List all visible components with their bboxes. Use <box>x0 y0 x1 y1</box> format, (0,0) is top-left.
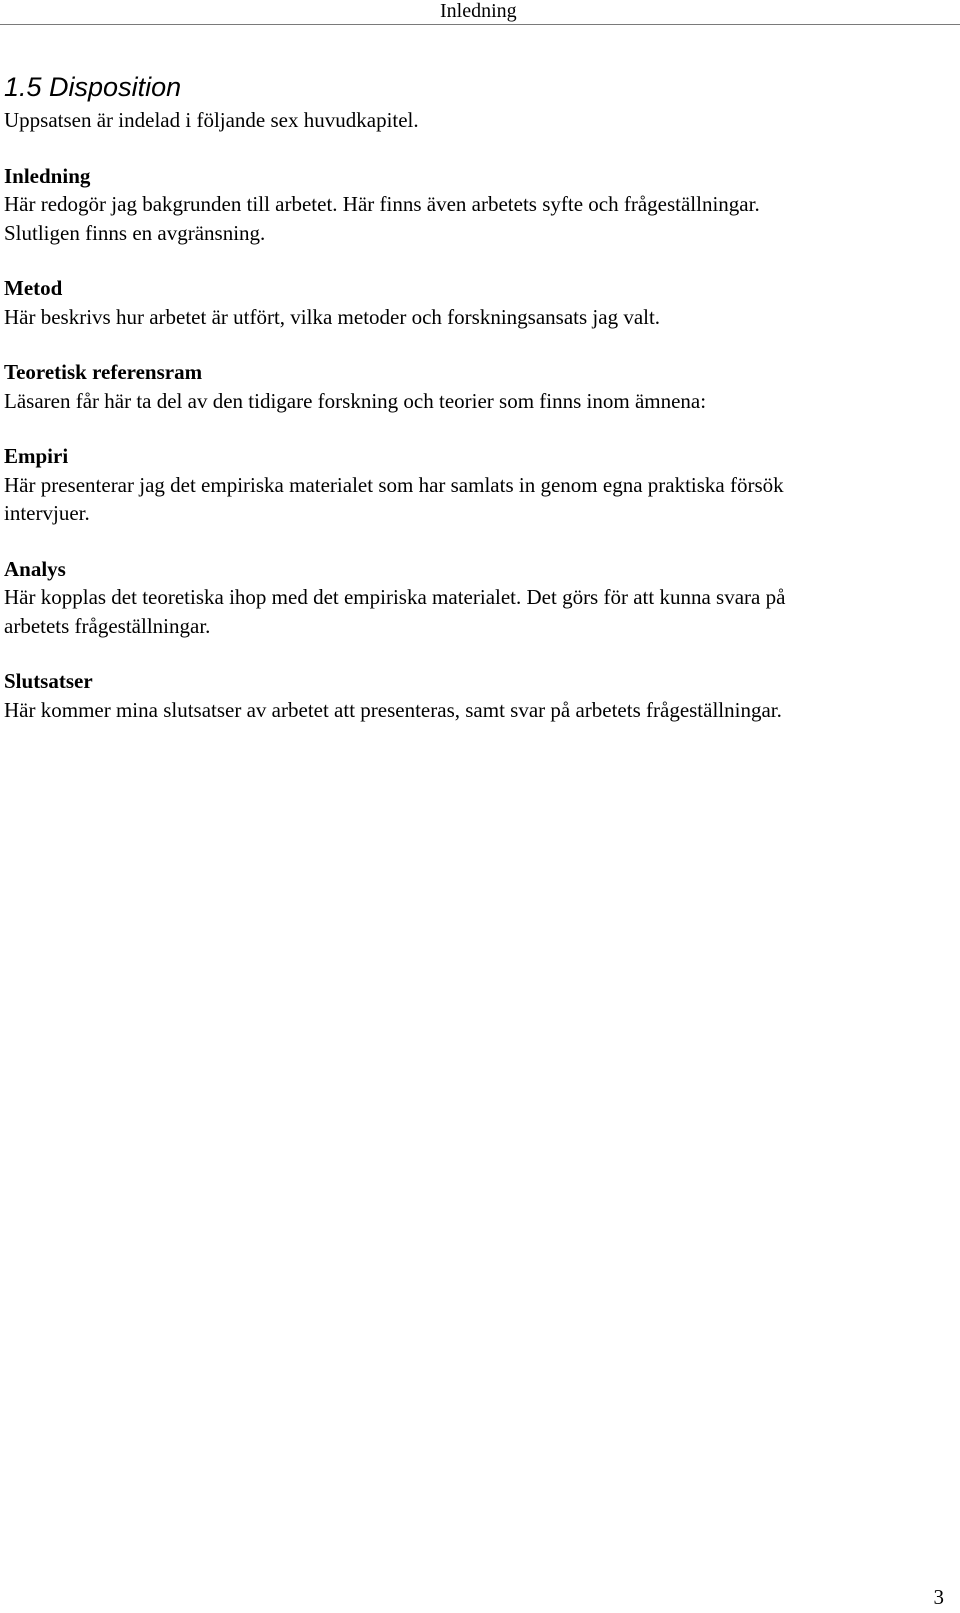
section-title: 1.5 Disposition <box>4 72 182 102</box>
subsection-text-line: Här beskrivs hur arbetet är utfört, vilka metoder och forskningsansats jag valt. <box>4 304 661 329</box>
subsection-text-line: Läsaren får här ta del av den tidigare forskning och teorier som finns inom ämnena: <box>4 388 707 413</box>
running-header-title: Inledning <box>440 0 517 22</box>
subsection-metod <box>4 274 956 331</box>
section-intro: Uppsatsen är indelad i följande sex huvudkapitel. <box>4 108 419 132</box>
subsection-teoretisk-referensram <box>4 358 956 415</box>
subsection-text-line: arbetets frågeställningar. <box>4 613 211 638</box>
subsection-heading: Inledning <box>4 163 91 188</box>
subsection-text-line: Här redogör jag bakgrunden till arbetet. Här finns även arbetets syfte och frågeställningar. <box>4 192 760 216</box>
subsection-heading: Empiri <box>4 444 69 468</box>
subsection-heading: Slutsatser <box>4 669 93 693</box>
page-content <box>4 68 956 724</box>
subsection-text-line: Här kopplas det teoretiska ihop med det empiriska materialet. Det görs för att kunna svara på <box>4 585 786 609</box>
running-header <box>0 0 960 25</box>
subsection-heading: Metod <box>4 276 63 300</box>
subsection-text-line: Här kommer mina slutsatser av arbetet att presenteras, samt svar på arbetets frågeställningar. <box>4 697 782 722</box>
subsection-text-line: intervjuer. <box>4 501 90 525</box>
subsection-heading: Teoretisk referensram <box>4 360 203 384</box>
subsection-text-line: Slutligen finns en avgränsning. <box>4 220 266 245</box>
subsection-analys <box>4 555 956 641</box>
subsection-heading: Analys <box>4 556 66 581</box>
subsection-empiri <box>4 442 956 528</box>
page-number: 3 <box>933 1585 944 1609</box>
subsection-text-line: Här presenterar jag det empiriska materialet som har samlats in genom egna praktiska försök <box>4 472 784 497</box>
subsection-inledning <box>4 162 956 248</box>
subsection-slutsatser <box>4 667 956 724</box>
